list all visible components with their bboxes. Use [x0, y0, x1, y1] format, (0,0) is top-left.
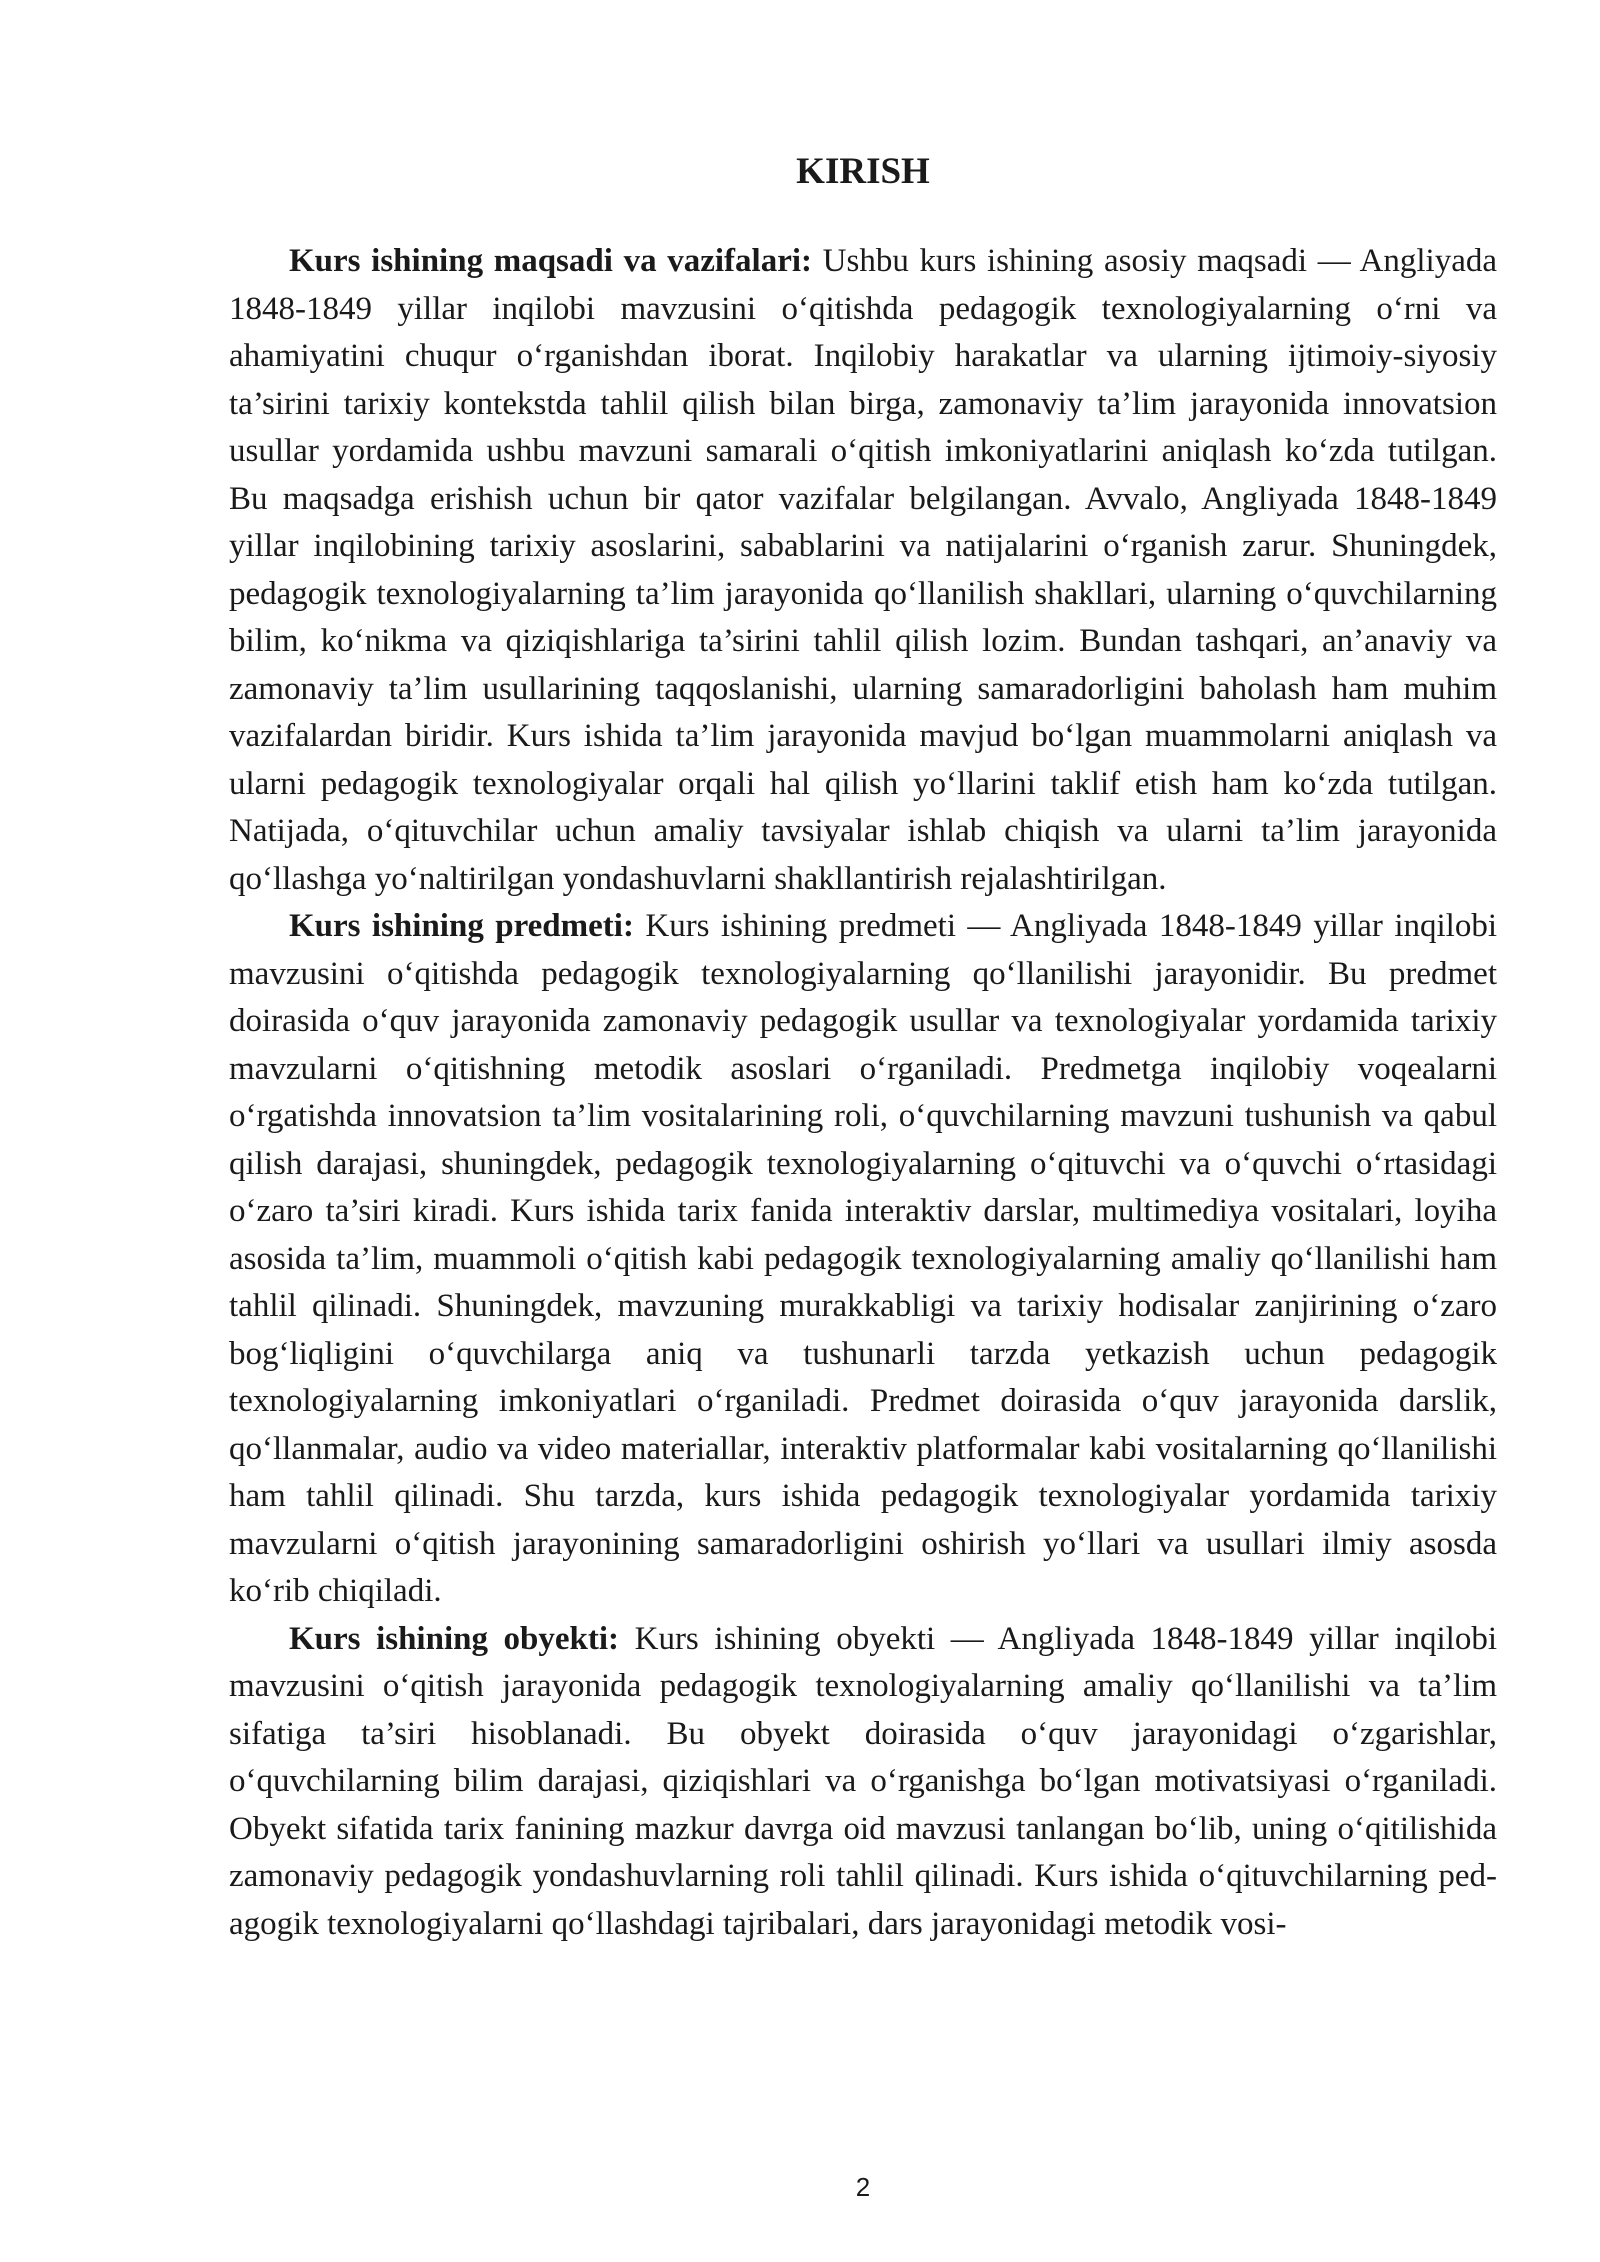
page-number: 2 [855, 2172, 871, 2202]
heading-subject: Kurs ishining predmeti: [289, 908, 634, 944]
text-object: Kurs ishining obyekti — Angliyada 1848-1849 yillar inqilobi mavzusini o‘qitish jarayonida pedagogik texnologiyalarning amaliy qo‘llanilishi va ta’lim sifatiga ta’siri hisoblanadi. Bu obyekt doirasida o‘quv jarayonidagi o‘zgarishlar, o‘quvchilarning bilim darajasi, qiziqishlari va o‘rganishga bo‘lgan motivatsiyasi o‘rganiladi. Obyekt sifatida tarix fanining mazkur davrga oid mavzusi tanlangan bo‘lib, uning o‘qitilishida zamonaviy pedagogik yondashuvlarning roli tahlil qilinadi. Kurs ishida o‘qituvchilarning pedagogik texnologiyalarni qo‘llashdagi tajribalari, dars jarayonidagi metodik vosi- [229, 1620, 1497, 1942]
paragraph-goals [229, 238, 1497, 903]
paragraph-object [229, 1616, 1497, 1949]
heading-object: Kurs ishining obyekti: [289, 1620, 620, 1657]
text-goals: Ushbu kurs ishining asosiy maqsadi — Angliyada 1848-1849 yillar inqilobi mavzusini o‘qitishda pedagogik texnologiyalarning o‘rni va ahamiyatini chuqur o‘rganishdan iborat. Inqilobiy harakatlar va ularning ijtimoiy-siyosiy ta’sirini tarixiy kontekstda tahlil qilish bilan birga, zamonaviy ta’lim jarayonida innovatsion usullar yordamida ushbu mavzuni samarali o‘qitish imkoniyatlarini aniqlash ko‘zda tutilgan. Bu maqsadga erishish uchun bir qator vazifalar belgilangan. Avvalo, Angliyada 1848-1849 yillar inqilobining tarixiy asoslarini, sabablarini va natijalarini o‘rganish zarur. Shuningdek, pedagogik texnologiyalarning ta’lim jarayonida qo‘llanilish shakllari, ularning o‘quvchilarning bilim, ko‘nikma va qiziqishlariga ta’sirini tahlil qilish lozim. Bundan tashqari, an’anaviy va zamonaviy ta’lim usullarining taqqoslanishi, ularning samaradorligini baholash ham muhim vazifalardan biridir. Kurs ishida ta’lim jarayonida mavjud bo‘lgan muammolarni aniqlash va ularni pedagogik texnologiyalar orqali hal qilish yo‘llarini taklif etish ham ko‘zda tutilgan. Natijada, o‘qituvchilar uchun amaliy tavsiyalar ishlab chiqish va ularni ta’lim jarayonida qo‘llashga yo‘naltirilgan yondashuvlarni shakllantirish rejalashtirilgan. [229, 243, 1498, 897]
paragraph-subject [229, 903, 1497, 1616]
heading-goals: Kurs ishining maqsadi va vazifalari: [289, 243, 812, 279]
document-page [229, 0, 1497, 2262]
document-body [229, 238, 1497, 1948]
text-subject: Kurs ishining predmeti — Angliyada 1848-1849 yillar inqilobi mavzusini o‘qitishda pedagogik texnologiyalarning qo‘llanilishi jarayonidir. Bu predmet doirasida o‘quv jarayonida zamonaviy pedagogik usullar va texnologiyalar yordamida tarixiy mavzularni o‘qitishning metodik asoslari o‘rganiladi. Predmetga inqilobiy voqealarni o‘rgatishda innovatsion ta’lim vositalarining roli, o‘quvchilarning mavzuni tushunish va qabul qilish darajasi, shuningdek, pedagogik texnologiyalarning o‘qituvchi va o‘quvchi o‘rtasidagi o‘zaro ta’siri kiradi. Kurs ishida tarix fanida interaktiv darslar, multimediya vositalari, loyiha asosida ta’lim, muammoli o‘qitish kabi pedagogik texnologiyalarning amaliy qo‘llanilishi ham tahlil qilinadi. Shuningdek, mavzuning murakkabligi va tarixiy hodisalar zanjirining o‘zaro bog‘liqligini o‘quvchilarga aniq va tushunarli tarzda yetkazish uchun pedagogik texnologiyalarning imkoniyatlari o‘rganiladi. Predmet doirasida o‘quv jarayonida darslik, qo‘llanmalar, audio va video materiallar, interaktiv platformalar kabi vositalarning qo‘llanilishi ham tahlil qilinadi. Shu tarzda, kurs ishida pedagogik texnologiyalar yordamida tarixiy mavzularni o‘qitish jarayonining samaradorligini oshirish yo‘llari va usullari ilmiy asosda ko‘rib chiqiladi. [229, 908, 1498, 1609]
page-title: KIRISH [796, 151, 930, 192]
